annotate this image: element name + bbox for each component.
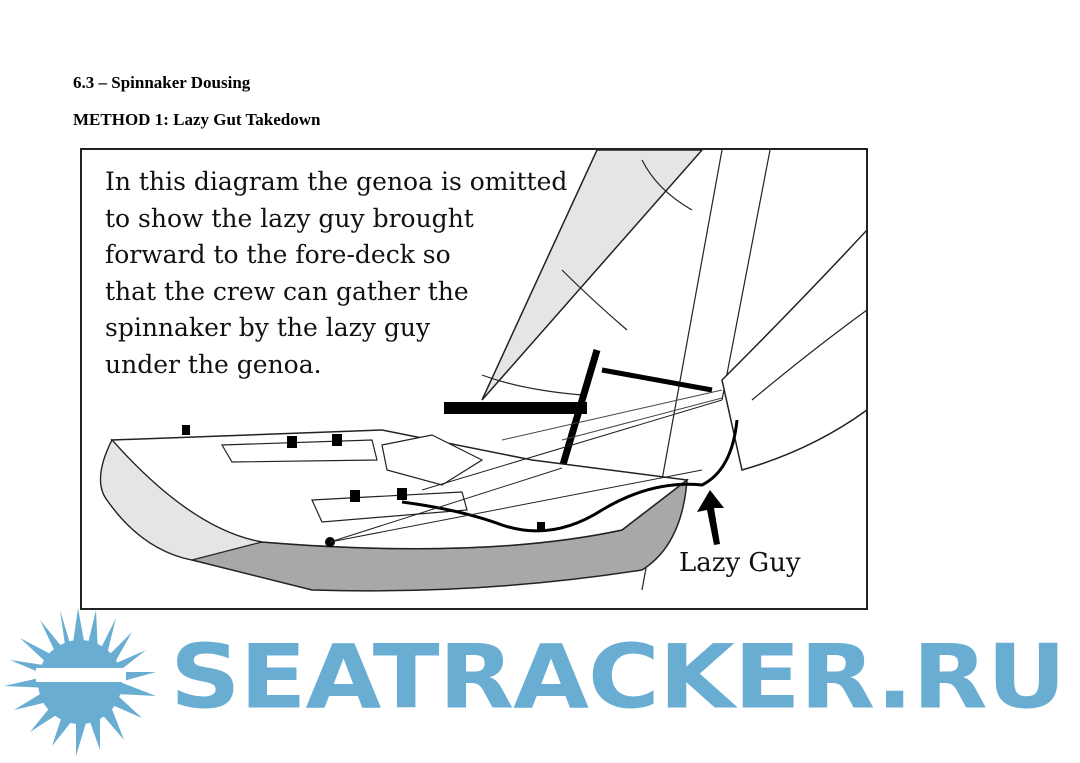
- section-title: 6.3 – Spinnaker Dousing: [73, 73, 251, 92]
- watermark-brand-text: SEATRACKER.RU: [170, 626, 1066, 730]
- seatracker-watermark: [0, 600, 1080, 763]
- boom: [444, 402, 587, 414]
- lazy-guy-label: Lazy Guy: [679, 548, 801, 578]
- lazy-guy-arrow: [697, 490, 724, 545]
- spinnaker-diagram: [80, 148, 868, 610]
- method-title: METHOD 1: Lazy Gut Takedown: [73, 110, 321, 129]
- sun-logo-icon: [0, 600, 170, 763]
- spinnaker: [722, 230, 867, 470]
- diagram-caption: In this diagram the genoa is omitted to show the lazy guy brought forward to the fore-deck so that the crew can gather the spinnaker by the lazy guy under the genoa.: [105, 167, 568, 379]
